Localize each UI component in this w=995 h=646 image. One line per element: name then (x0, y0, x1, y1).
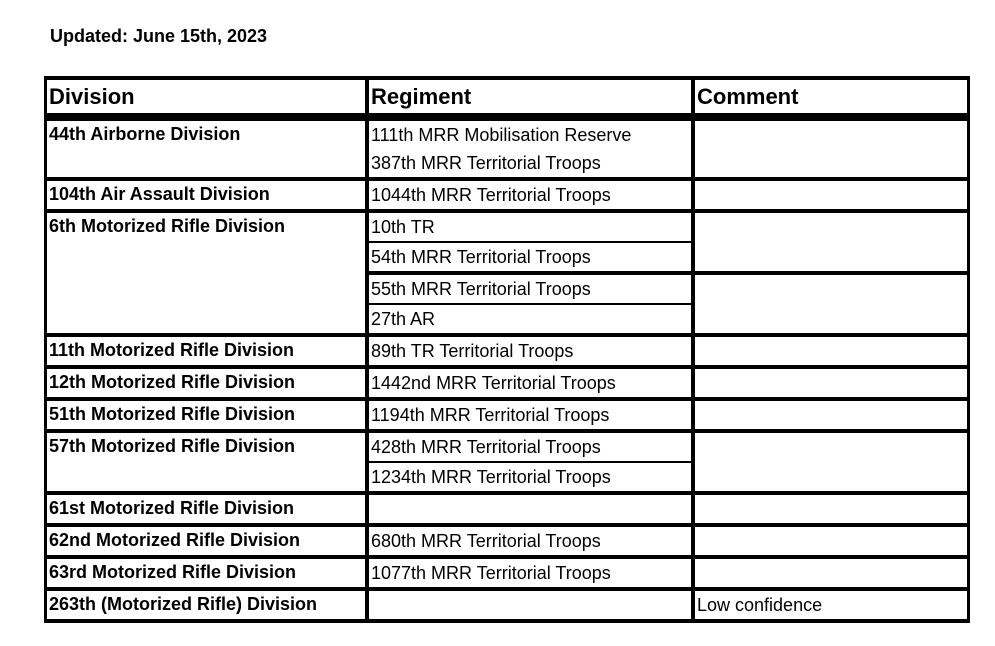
regiment-entry: 680th MRR Territorial Troops (371, 531, 601, 551)
regiment-entry: 27th AR (369, 303, 691, 333)
regiment-entry: 1044th MRR Territorial Troops (371, 185, 611, 205)
comment-cell (695, 433, 967, 491)
table-row (44, 559, 970, 591)
regiment-entry: 428th MRR Territorial Troops (371, 437, 601, 457)
division-cell: 63rd Motorized Rifle Division (47, 559, 365, 587)
regiment-group (369, 121, 691, 177)
regiment-entry: 1442nd MRR Territorial Troops (371, 373, 616, 393)
table-row (44, 369, 970, 401)
comment-text (695, 559, 967, 587)
regiment-entry: 1234th MRR Territorial Troops (369, 461, 691, 491)
comment-text (695, 213, 967, 271)
comment-cell (695, 337, 967, 365)
regiment-entry: 55th MRR Territorial Troops (371, 279, 591, 299)
comment-text (695, 121, 967, 177)
table-row (44, 401, 970, 433)
regiment-group (369, 181, 691, 209)
comment-cell (695, 369, 967, 397)
division-cell: 104th Air Assault Division (47, 181, 365, 209)
table-row (44, 213, 970, 337)
division-cell: 57th Motorized Rifle Division (47, 433, 365, 491)
comment-cell (695, 527, 967, 555)
comment-text (695, 433, 967, 491)
division-cell: 62nd Motorized Rifle Division (47, 527, 365, 555)
table-row (44, 495, 970, 527)
regiment-group (369, 495, 691, 523)
regiment-group (369, 213, 691, 271)
regiment-group (369, 369, 691, 397)
comment-text (695, 401, 967, 429)
comment-text (695, 181, 967, 209)
regiment-entry: 54th MRR Territorial Troops (369, 241, 691, 271)
comment-cell (695, 591, 967, 619)
regiment-group (369, 337, 691, 365)
regiment-cell (369, 369, 691, 397)
regiment-cell (369, 559, 691, 587)
table-row (44, 527, 970, 559)
regiment-cell (369, 527, 691, 555)
table-row (44, 181, 970, 213)
comment-cell (695, 213, 967, 333)
comment-text (695, 495, 967, 523)
table-row (44, 337, 970, 369)
regiment-group (369, 559, 691, 587)
comment-text (695, 337, 967, 365)
header-comment: Comment (695, 80, 967, 113)
regiment-entry: 1194th MRR Territorial Troops (371, 405, 610, 425)
division-cell: 12th Motorized Rifle Division (47, 369, 365, 397)
regiment-group (369, 271, 691, 333)
regiment-entry: 387th MRR Territorial Troops (371, 153, 601, 173)
regiment-cell (369, 495, 691, 523)
regiment-cell (369, 433, 691, 491)
regiment-cell (369, 121, 691, 177)
comment-text (695, 271, 967, 333)
division-cell: 6th Motorized Rifle Division (47, 213, 365, 333)
comment-text (695, 527, 967, 555)
header-division: Division (47, 80, 365, 113)
regiment-cell (369, 401, 691, 429)
regiment-group (369, 591, 691, 619)
regiment-group (369, 433, 691, 491)
division-cell: 61st Motorized Rifle Division (47, 495, 365, 523)
regiment-group (369, 401, 691, 429)
updated-date: Updated: June 15th, 2023 (50, 26, 268, 46)
header-row (44, 76, 970, 117)
comment-text: Low confidence (695, 591, 967, 619)
division-table (44, 76, 970, 623)
regiment-entry: 10th TR (371, 217, 435, 237)
comment-cell (695, 121, 967, 177)
regiment-group (369, 527, 691, 555)
comment-cell (695, 559, 967, 587)
comment-text (695, 369, 967, 397)
table-row (44, 591, 970, 623)
comment-cell (695, 401, 967, 429)
comment-cell (695, 181, 967, 209)
table-row (44, 433, 970, 495)
table-row (44, 117, 970, 181)
regiment-cell (369, 337, 691, 365)
division-cell: 11th Motorized Rifle Division (47, 337, 365, 365)
regiment-entry (369, 495, 691, 523)
regiment-cell (369, 181, 691, 209)
regiment-entry: 1077th MRR Territorial Troops (371, 563, 611, 583)
regiment-entry: 111th MRR Mobilisation Reserve (371, 125, 632, 145)
division-cell: 263th (Motorized Rifle) Division (47, 591, 365, 619)
division-cell: 51th Motorized Rifle Division (47, 401, 365, 429)
header-regiment: Regiment (369, 80, 691, 113)
table-body (44, 117, 970, 623)
regiment-cell (369, 591, 691, 619)
comment-cell (695, 495, 967, 523)
regiment-entry (369, 591, 691, 619)
regiment-entry: 89th TR Territorial Troops (371, 341, 574, 361)
division-cell: 44th Airborne Division (47, 121, 365, 177)
regiment-cell (369, 213, 691, 333)
